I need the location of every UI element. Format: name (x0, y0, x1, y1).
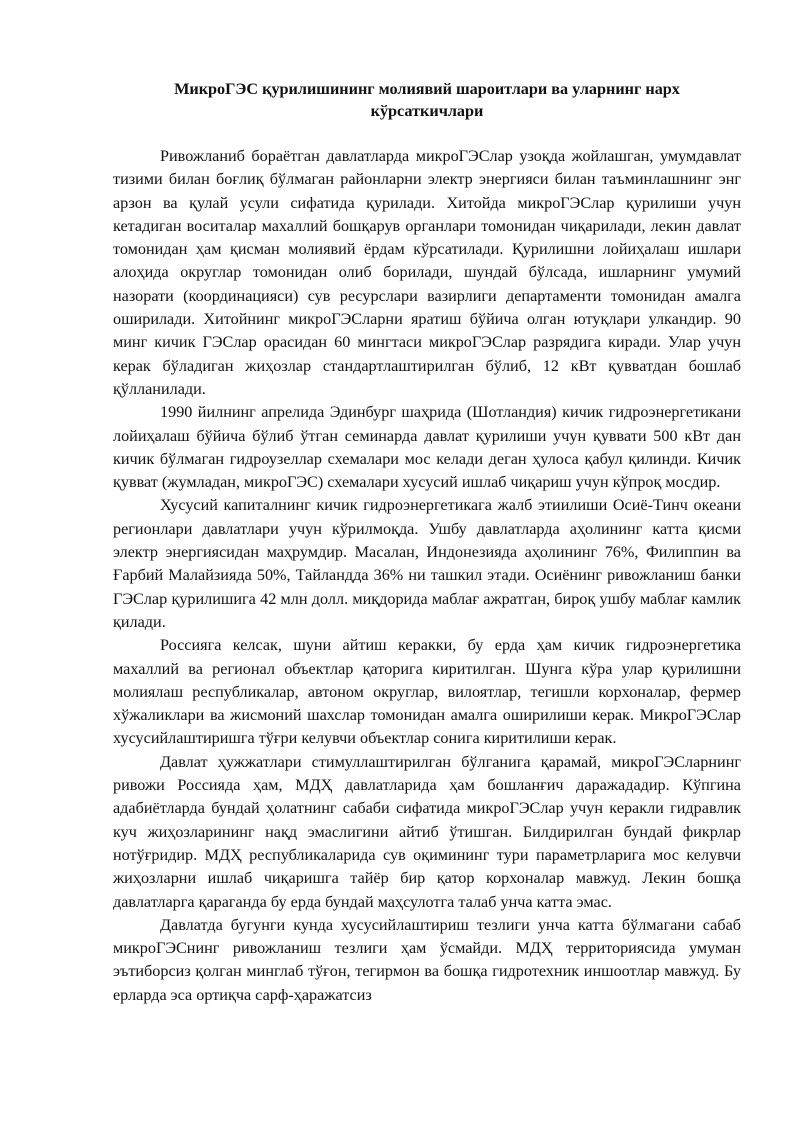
paragraph: Ривожланиб бораётган давлатларда микроГЭСлар узоқда жойлашган, умумдавлат тизими билан боғлиқ бўлмаган районларни электр энергияси билан таъминлашнинг энг арзон ва қулай усули сифатида қурилади. Хитойда микроГЭСлар қурилиши учун кетадиган воситалар махаллий бошқарув органлари томонидан чиқарилади, лекин давлат томонидан ҳам қисман молиявий ёрдам кўрсатилади. Қурилишни лойиҳалаш ишлари алоҳида округлар томонидан олиб борилади, шундай бўлсада, ишларнинг умумий назорати (координацияси) сув ресурслари вазирлиги департаменти томонидан амалга оширилади. Хитойнинг микроГЭСларни яратиш бўйича олган ютуқлари улкандир. 90 минг кичик ГЭСлар орасидан 60 мингтаси микроГЭСлар разрядига киради. Улар учун керак бўладиган жиҳозлар стандартлаштирилган бўлиб, 12 кВт қувватдан бошлаб қўлланилади. (113, 147, 741, 398)
paragraph: Давлатда бугунги кунда хусусийлаштириш тезлиги унча катта бўлмагани сабаб микроГЭСнинг ривожланиш тезлиги ҳам ўсмайди. МДҲ территориясида умуман эътиборсиз қолган минглаб тўғон, тегирмон ва бошқа гидротехник иншоотлар мавжуд. Бу ерларда эса ортиқча сарф-ҳаражатсиз (113, 915, 741, 1004)
paragraph: Россияга келсак, шуни айтиш керакки, бу ерда ҳам кичик гидроэнергетика махаллий ва регионал объектлар қаторига киритилган. Шунга кўра улар қурилишни молиялаш республикалар, автоном округлар, вилоятлар, тегишли корхоналар, фермер хўжаликлари ва жисмоний шахслар томонидан амалга оширилиши керак. МикроГЭСлар хусусийлаштиришга тўғри келувчи объектлар сонига киритилиши керак. (113, 636, 741, 748)
title-line-2: кўрсаткичлари (370, 102, 484, 120)
paragraph: Давлат ҳужжатлари стимуллаштирилган бўлганига қарамай, микроГЭСларнинг ривожи Россияда ҳам, МДҲ давлатларида ҳам бошланғич даражададир. Кўпгина адабиётларда бундай ҳолатнинг сабаби сифатида микроГЭСлар учун керакли гидравлик куч жиҳозларининг нақд эмаслигини айтиб ўтишган. Билдирилган бундай фикрлар нотўғридир. МДҲ республикаларида сув оқимининг тури параметрларига мос келувчи жиҳозларни ишлаб чиқаришга тайёр бир қатор корхоналар мавжуд. Лекин бошқа давлатларга қараганда бу ерда бундай маҳсулотга талаб унча катта эмас. (113, 752, 741, 911)
document-page (113, 78, 741, 1007)
document-title (113, 78, 741, 122)
paragraph: 1990 йилнинг апрелида Эдинбург шаҳрида (Шотландия) кичик гидроэнергетикани лойиҳалаш бўйича бўлиб ўтган семинарда давлат қурилиши учун қуввати 500 кВт дан кичик бўлмаган гидроузеллар схемалари мос келади деган ҳулоса қабул қилинди. Кичик қувват (жумладан, микроГЭС) схемалари хусусий ишлаб чиқариш учун кўпроқ мосдир. (113, 403, 741, 492)
title-line-1: МикроГЭС қурилишининг молиявий шароитлари ва уларнинг нарх (174, 80, 680, 98)
paragraph: Хусусий капиталнинг кичик гидроэнергетикага жалб этиилиши Осиё-Тинч океани регионлари давлатлари учун кўрилмоқда. Ушбу давлатларда аҳолининг катта қисми электр энергиясидан маҳрумдир. Масалан, Индонезияда аҳолининг 76%, Филиппин ва Ғарбий Малайзияда 50%, Тайландда 36% ни ташкил этади. Осиёнинг ривожланиш банки ГЭСлар қурилишига 42 млн долл. миқдорида маблағ ажратган, бироқ ушбу маблағ камлик қилади. (113, 496, 741, 631)
